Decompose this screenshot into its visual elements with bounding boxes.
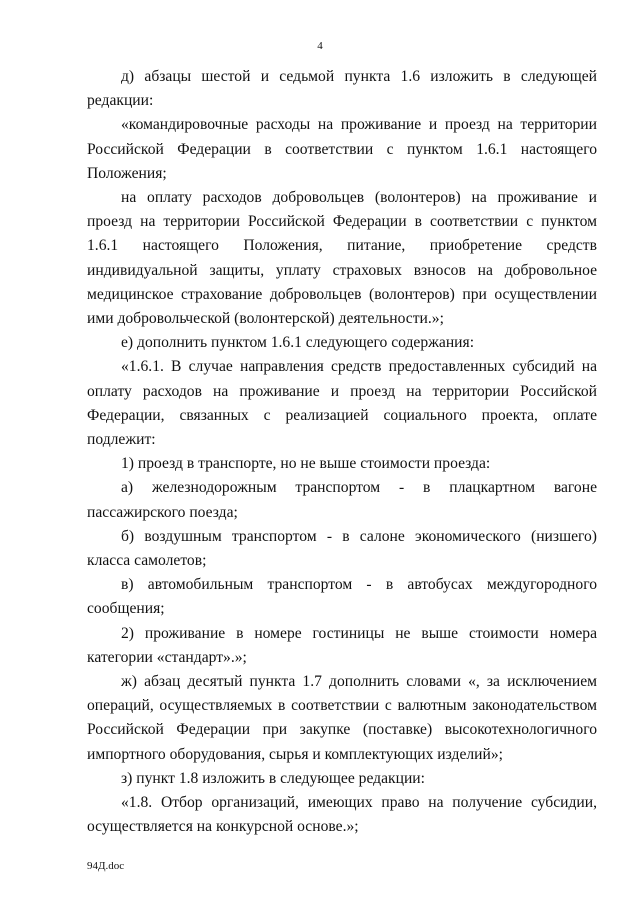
paragraph-1-6-1: «1.6.1. В случае направления средств предоставленных субсидий на оплату расходов на проживание и проезд на территории Российской Федерации, связанных с реализацией социального проекта, оплате подлежит: [87,358,597,449]
paragraph-air: б) воздушным транспортом - в салоне экономического (низшего) класса самолетов; [87,527,597,570]
page-number: 4 [317,40,323,52]
paragraph-volunteer-expenses: на оплату расходов добровольцев (волонтеров) на проживание и проезд на территории Российской Федерации в соответствии с пунктом 1.6.1 настоящего Положения, питание, приобретение средств индивидуальной защиты, уплату страховых взносов на добровольное медицинское страхование добровольцев (волонтеров) при осуществлении ими добровольческой (волонтерской) деятельности.»; [87,189,597,328]
document-body [87,65,597,840]
paragraph-zh: ж) абзац десятый пункта 1.7 дополнить словами «, за исключением операций, осуществляемых в соответствии с валютным законодательством Российской Федерации при закупке (поставке) высокотехнологичного импортного оборудования, сырья и комплектующих изделий»; [87,673,597,763]
paragraph-e: е) дополнить пунктом 1.6.1 следующего содержания: [121,334,475,352]
paragraph-d: д) абзацы шестой и седьмой пункта 1.6 изложить в следующей редакции: [87,68,597,110]
paragraph-rail: а) железнодорожным транспортом - в плацкартном вагоне пассажирского поезда; [87,479,597,521]
paragraph-1-8: «1.8. Отбор организаций, имеющих право на получение субсидии, осуществляется на конкурсной основе.»; [87,794,597,836]
paragraph-z: з) пункт 1.8 изложить в следующее редакции: [121,769,425,787]
paragraph-hotel: 2) проживание в номере гостиницы не выше стоимости номера категории «стандарт».»; [87,624,597,666]
paragraph-road: в) автомобильным транспортом - в автобусах междугородного сообщения; [87,576,597,618]
paragraph-transport: 1) проезд в транспорте, но не выше стоимости проезда: [121,455,491,473]
document-filename: 94Д.doc [87,860,125,872]
paragraph-travel-expenses: «командировочные расходы на проживание и проезд на территории Российской Федерации в соответствии с пунктом 1.6.1 настоящего Положения; [87,116,597,182]
